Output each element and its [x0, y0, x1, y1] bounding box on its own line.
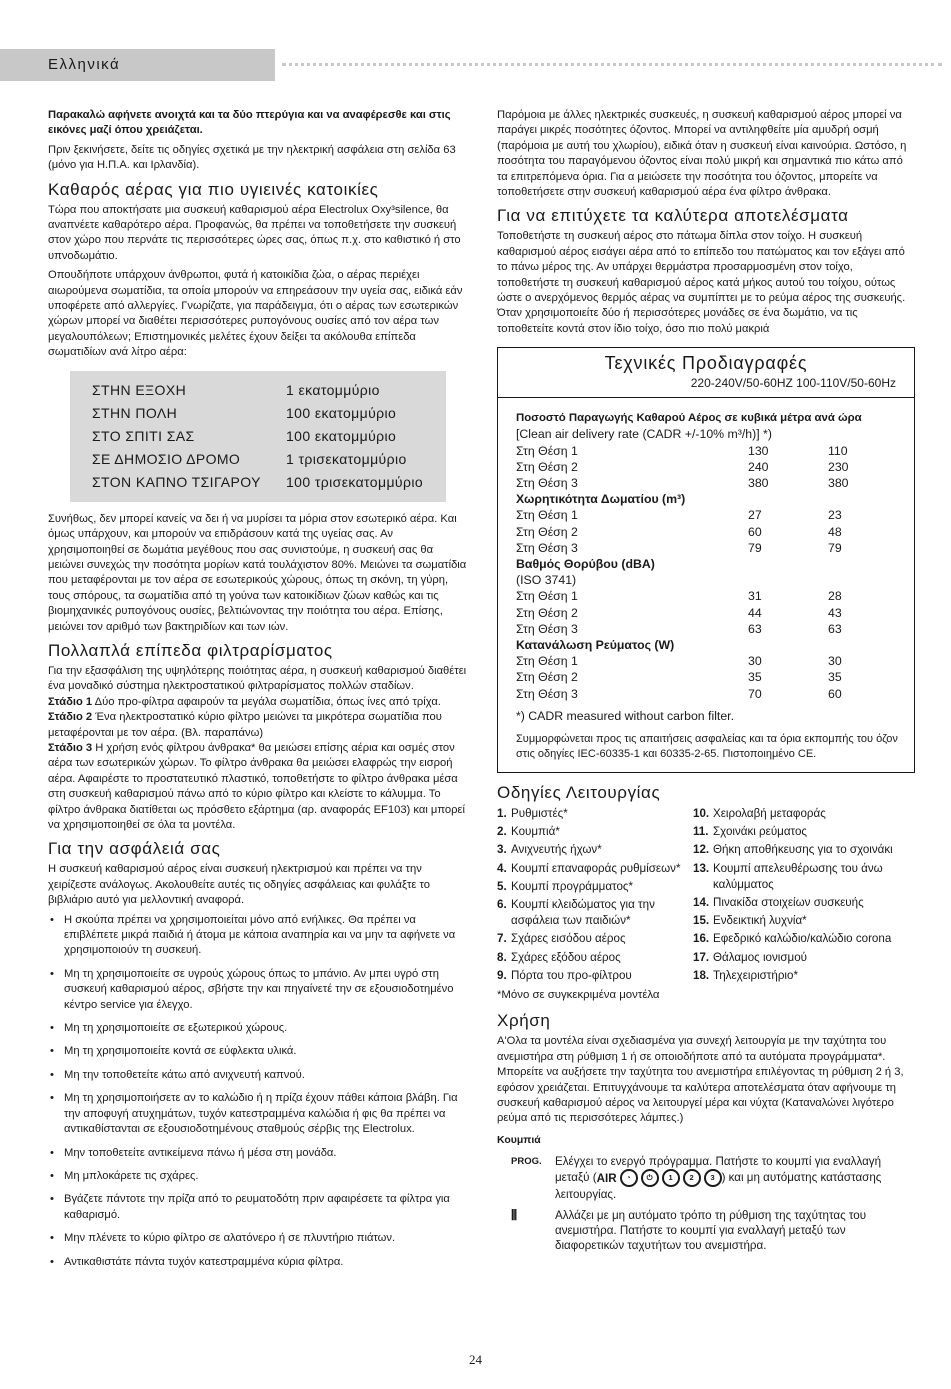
prog-text-end: ) και μη αυτόματης κατάστασης λειτουργίας. [555, 1171, 882, 1202]
part-number: 15. [693, 914, 710, 928]
spec-header [498, 348, 914, 397]
spec-row [516, 605, 900, 621]
safety-list [48, 913, 468, 1270]
part-item [497, 842, 693, 858]
safety-item: • Μη την τοποθετείτε κάτω από ανιχνευτή καπνού. [48, 1068, 468, 1083]
part-number: 18. [693, 968, 710, 982]
spec-value-110: 35 [828, 670, 842, 685]
spec-value-220: 240 [748, 459, 769, 474]
part-number: 9. [497, 968, 507, 982]
spec-value-110: 30 [828, 654, 842, 669]
air-auto-label: AIR [596, 1171, 617, 1185]
part-number: 13. [693, 861, 710, 875]
stage-1-label: Στάδιο 1 [48, 695, 93, 708]
level-amount: 100 εκατομμύριο [286, 404, 397, 421]
heading-use: Χρήση [497, 1011, 551, 1031]
spec-value-220: 79 [748, 540, 762, 555]
spec-voltage: 220-240V/50-60HZ 100-110V/50-60Hz [690, 375, 896, 390]
intro-text: Πριν ξεκινήσετε, δείτε τις οδηγίες σχετικά με την ηλεκτρική ασφάλεια στη σελίδα 63 (μόνο για Η.Π.Α. και Ιρλανδία). [48, 143, 456, 172]
spec-row [516, 524, 900, 540]
level-amount: 1 τρισεκατομμύριο [286, 450, 407, 467]
spec-value-220: 70 [748, 686, 762, 701]
spec-value-110: 43 [828, 605, 842, 620]
parts-list [497, 806, 915, 986]
spec-row-label: Στη Θέση 1 [516, 654, 578, 669]
safety-item: • Μη τη χρησιμοποιείτε σε υγρούς χώρους όπως το μπάνιο. Αν μπει υγρό στη συσκευή καθαρισμού αέρος, σβήστε την και πηγαίνετέ την σε εξουσιοδοτημένο κέντρο service για έλεγχο. [48, 967, 468, 1013]
part-item [693, 842, 915, 858]
fan-speed-2-icon: 2 [683, 1169, 701, 1187]
spec-row-label: Στη Θέση 1 [516, 508, 578, 523]
spec-row-label: Στη Θέση 1 [516, 589, 578, 604]
spec-row [516, 588, 900, 604]
heading-best-results: Για να επιτύχετε τα καλύτερα αποτελέσματα [497, 206, 849, 226]
spec-value-220: 60 [748, 524, 762, 539]
part-name: Χειρολαβή μεταφοράς [713, 806, 826, 820]
level-place: ΣΤΟ ΣΠΙΤΙ ΣΑΣ [92, 427, 195, 444]
intro-note: Παρακαλώ αφήνετε ανοιχτά και τα δύο πτερύγια και να αναφέρεσθε και στις εικόνες μαζί όπου χρειάζεται. [48, 109, 451, 137]
particle-level-row [92, 471, 436, 494]
compliance-note: Συμμορφώνεται προς τις απαιτήσεις ασφαλείας και τα όρια εκπομπής του όζον στις οδηγίες IEC-60335-1 και 60335-2-65. Πιστοποιημένο CE. [516, 732, 898, 760]
spec-title: Τεχνικές Προδιαγραφές [604, 353, 808, 374]
cadr-heading: Ποσοστό Παραγωγής Καθαρού Αέρος σε κυβικά μέτρα ανά ώρα [516, 412, 862, 425]
part-name: Κουμπιά* [511, 825, 560, 839]
level-place: ΣΤΗΝ ΠΟΛΗ [92, 404, 178, 421]
spec-value-220: 130 [748, 443, 769, 458]
clean-air-paragraph-3: Συνήθως, δεν μπορεί κανείς να δει ή να μυρίσει τα μόρια στον εσωτερικό αέρα. Και όμως υπάρχουν, και μπορούν να επιδράσουν κατά της υγείας σας. Αν χρησιμοποιηθεί σε δωμάτια μεγέθους που σας συνιστούμε, η συσκευή σας θα μειώνει συνεχώς την ποσότητα μορίων κατά τουλάχιστον 80%. Μειώνει τα σωματίδια που μεταφέρονται με τον αέρα σε εσωτερικούς χώρους, όπως τη σκόνη, τη γύρη, τους σπόρους, τα σωματίδια από τη γούνα των κατοικίδιων ζώων καθώς και τις βιομηχανικές ρυπογόνους ουσίες, βελτιώνοντας την ποιότητα του αέρα. Επίσης, μειώνει τον αριθμό των βακτηριδίων και των ιών. [48, 512, 467, 633]
fan-speed-3-icon: 3 [704, 1169, 722, 1187]
language-label: Ελληνικά [48, 56, 121, 73]
part-item [497, 861, 693, 877]
spec-value-110: 60 [828, 686, 842, 701]
part-item [693, 931, 915, 947]
part-number: 6. [497, 897, 507, 911]
safety-item: • Μη τη χρησιμοποιείτε σε εξωτερικού χώρους. [48, 1021, 468, 1036]
stage-2-text: Ένα ηλεκτροστατικό κύριο φίλτρο μειώνει τα μικρότερα σωματίδια που μεταφέρονται με τον αέρα. (Βλ. παραπάνω) [48, 711, 442, 739]
odor-paragraph: Παρόμοια με άλλες ηλεκτρικές συσκευές, η συσκευή καθαρισμού αέρος μπορεί να παράγει μικρές ποσότητες όζοντος. Μπορεί να αντιληφθείτε μία αμυδρή οσμή (παρόμοια με αυτή του χλωρίου), ειδικά όταν η συσκευή είναι καινούρια. Ωστόσο, η ποσότητα του παραγόμενου όζοντος είναι πολύ μικρή και σημαντικά πιο κάτω από τα επιτρεπόμενα όρια. Για α μειώσετε την ποσότητα του όζοντος, μπορείτε να τοποθετήσετε στην συσκευή καθαρισμού αέρα ένα φίλτρο άνθρακα. [497, 109, 907, 199]
power-mode-icon: ⏻ [641, 1169, 659, 1187]
spec-value-110: 380 [828, 475, 849, 490]
particle-level-row [92, 425, 436, 448]
part-number: 7. [497, 932, 507, 946]
fan-button-row [497, 1208, 915, 1253]
fan-description: Αλλάζει με μη αυτόματο τρόπο τη ρύθμιση της ταχύτητας του ανεμιστήρα. Πατήστε το κουμπί για εναλλαγή μεταξύ των διαφορετικών ταχυτήτων του ανεμιστήρα. [555, 1209, 867, 1253]
power-heading: Κατανάλωση Ρεύματος (W) [516, 637, 675, 652]
prog-button-row [497, 1154, 915, 1202]
part-number: 12. [693, 843, 710, 857]
spec-row [516, 443, 900, 459]
stage-1-text: Δύο προ-φίλτρα αφαιρούν τα μεγάλα σωματίδια, όπως ίνες από τρίχα. [92, 695, 441, 708]
part-name: Ενδεικτική λυχνία* [713, 914, 807, 928]
part-item [693, 824, 915, 840]
auto-mode-icon: ◔ [620, 1169, 638, 1187]
part-name: Κουμπί προγράμματος* [511, 879, 634, 893]
spec-row [516, 475, 900, 491]
spec-row-label: Στη Θέση 1 [516, 443, 578, 458]
use-paragraph: Α'Ολα τα μοντέλα είναι σχεδιασμένα για συνεχή λειτουργία με την ταχύτητα του ανεμιστήρα στη ρύθμιση 1 ή σε οποιοδήποτε από τα αυτόματα προγράμματα*. Μπορείτε να αυξήσετε την ταχύτητα του ανεμιστήρα επιλέγοντας τη ρύθμιση 2 ή 3, εφόσον χρειάζεται. Επιτυγχάνουμε τα καλύτερα αποτελέσματα όταν αφήνουμε τη συσκευή καθαρισμού αέρος να λειτουργεί μέρα και νύχτα (Καταναλώνει λιγότερο ρεύμα από τις περισσότερες λάμπες.) [497, 1035, 904, 1125]
stage-2-label: Στάδιο 2 [48, 711, 93, 724]
part-name: Θάλαμος ιονισμού [713, 950, 808, 964]
filtration-paragraph: Για την εξασφάλιση της υψηλότερης ποιότητας αέρα, η συσκευή καθαρισμού διαθέτει ένα μοναδικό σύστημα ηλεκτροστατικού φιλτραρίσματος πολλών σταδίων. [48, 664, 467, 693]
stage-3 [48, 741, 468, 833]
part-number: 2. [497, 825, 507, 839]
part-name: Θήκη αποθήκευσης για το σχοινάκι [713, 843, 893, 857]
particle-level-row [92, 379, 436, 402]
models-note: *Μόνο σε συγκεκριμένα μοντέλα [497, 988, 660, 1001]
spec-row-label: Στη Θέση 2 [516, 524, 578, 539]
buttons-heading: Κουμπιά [497, 1133, 541, 1146]
spec-value-220: 380 [748, 475, 769, 490]
spec-value-220: 63 [748, 621, 762, 636]
spec-row [516, 653, 900, 669]
spec-value-220: 44 [748, 605, 762, 620]
right-column [497, 108, 915, 1253]
part-number: 14. [693, 895, 710, 909]
language-tab [0, 49, 275, 81]
spec-row [516, 540, 900, 556]
spec-value-110: 230 [828, 459, 849, 474]
part-name: Σχάρες εισόδου αέρος [511, 932, 626, 946]
heading-operating: Οδηγίες Λειτουργίας [497, 782, 661, 802]
cadr-note: *) CADR measured without carbon filter. [516, 708, 735, 723]
safety-item: • Μην πλένετε το κύριο φίλτρο σε αλατόνερο ή σε πλυντήριο πιάτων. [48, 1231, 468, 1246]
header-dotted-rule [282, 63, 942, 66]
level-place: ΣΤΟΝ ΚΑΠΝΟ ΤΣΙΓΑΡΟΥ [92, 473, 261, 490]
spec-value-220: 31 [748, 589, 762, 604]
prog-description [555, 1154, 915, 1202]
heading-clean-air: Καθαρός αέρας για πιο υγιεινές κατοικίες [48, 179, 379, 199]
particle-level-row [92, 448, 436, 471]
particle-level-row [92, 402, 436, 425]
part-name: Εφεδρικό καλώδιο/καλώδιο corona [713, 932, 892, 946]
spec-row-label: Στη Θέση 2 [516, 459, 578, 474]
part-item [693, 968, 915, 984]
level-amount: 1 εκατομμύριο [286, 381, 380, 398]
fan-speed-1-icon: 1 [662, 1169, 680, 1187]
spec-row-label: Στη Θέση 3 [516, 686, 578, 701]
spec-row [516, 686, 900, 702]
spec-row-label: Στη Θέση 2 [516, 605, 578, 620]
mode-icons [597, 1169, 722, 1187]
part-item [497, 879, 693, 895]
clean-air-paragraph-1: Τώρα που αποκτήσατε μια συσκευή καθαρισμού αέρα Electrolux Oxy³silence, θα αναπνέετε καθαρότερο αέρα. Προφανώς, θα πρέπει να τοποθετήσετε την συσκευή στον χώρο που περνάτε τις περισσότερες ώρες σας, όπως π.χ. στο καθιστικό ή στο υπνοδωμάτιο. [48, 203, 461, 262]
stage-1 [48, 695, 468, 710]
spec-row [516, 621, 900, 637]
part-number: 16. [693, 932, 710, 946]
part-item [693, 861, 915, 893]
part-number: 17. [693, 950, 710, 964]
part-item [497, 824, 693, 840]
stage-3-label: Στάδιο 3 [48, 741, 93, 754]
heading-filtration: Πολλαπλά επίπεδα φιλτραρίσματος [48, 640, 333, 660]
stage-2 [48, 710, 468, 741]
spec-row-label: Στη Θέση 2 [516, 670, 578, 685]
left-column [48, 108, 468, 1278]
part-item [497, 897, 693, 929]
stage-3-text: Η χρήση ενός φίλτρου άνθρακα* θα μειώσει επίσης αέρια και οσμές στον αέρα των εσωτερικών χώρων. Το φίλτρο άνθρακα θα μειώσει ελαφρώς την εισροή αέρα. Αφαιρέστε το προστατευτικό πλαστικό, τοποθετήστε το φίλτρο άνθρακα μέσα στη συσκευή καθαρισμού πάνω από το κύριο φίλτρο και κλείστε το κάλυμμα. Το φίλτρο άνθρακα διατίθεται ως πρόσθετο εξάρτημα (αρ. αναφοράς EF103) και μπορεί να χρησιμοποιηθεί σε όλα τα μοντέλα. [48, 741, 465, 831]
noise-heading: Βαθμός Θορύβου (dBA) [516, 556, 655, 571]
particle-levels-box [70, 371, 446, 502]
safety-item: • Μην τοποθετείτε αντικείμενα πάνω ή μέσα στη μονάδα. [48, 1146, 468, 1161]
part-number: 10. [693, 806, 710, 820]
parts-column-1 [497, 806, 693, 986]
safety-paragraph: Η συσκευή καθαρισμού αέρος είναι συσκευή ηλεκτρισμού και πρέπει να την χειρίζεστε ανάλογως. Ακολουθείτε αυτές τις οδηγίες ασφάλειας και φυλάξτε το βιβλιάριο αυτό για μελλοντική αναφορά. [48, 863, 430, 907]
level-place: ΣΤΗΝ ΕΞΟΧΗ [92, 381, 187, 398]
level-amount: 100 τρισεκατομμύριο [286, 473, 424, 490]
clean-air-paragraph-2: Οπουδήποτε υπάρχουν άνθρωποι, φυτά ή κατοικίδια ζώα, ο αέρας περιέχει αιωρούμενα σωματίδια, τα οποία μπορούν να επηρεάσουν την υγεία σας, ειδικά εάν υποφέρετε από αλλεργίες. Γνωρίζατε, για παράδειγμα, ότι ο αέρας των εσωτερικών χώρων μπορεί να διαθέτει περισσότερες ρυπογόνους ουσίες από τον αέρα των μεγαλουπόλεων; Επιστημονικές μελέτες έχουν δείξει τα ακόλουθα επίπεδα σωματιδίων ανά λίτρο αέρα: [48, 269, 463, 359]
part-name: Κουμπί επαναφοράς ρυθμίσεων* [511, 861, 681, 875]
part-name: Ανιχνευτής ήχων* [511, 843, 602, 857]
part-number: 1. [497, 806, 507, 820]
part-item [693, 895, 915, 911]
spec-row [516, 507, 900, 523]
part-item [693, 950, 915, 966]
part-name: Ρυθμιστές* [511, 806, 568, 820]
fan-button-icon: ⦀ [511, 1207, 518, 1224]
heading-safety: Για την ασφάλειά σας [48, 839, 221, 859]
safety-item: • Η σκούπα πρέπει να χρησιμοποιείται μόνο από ενήλικες. Θα πρέπει να επιβλέπετε μικρά παιδιά ή άτομα με κάποια αναπηρία και να μην τα αφήνετε να χρησιμοποιούν τη συσκευή. [48, 913, 468, 959]
part-name: Πόρτα του προ-φίλτρου [511, 968, 632, 982]
spec-row-label: Στη Θέση 3 [516, 475, 578, 490]
part-item [693, 806, 915, 822]
part-name: Κουμπί απελευθέρωσης του άνω καλύμματος [713, 861, 883, 891]
prog-button-icon: PROG. [511, 1156, 542, 1168]
part-item [497, 968, 693, 984]
spec-value-220: 27 [748, 508, 762, 523]
safety-item: • Μη τη χρησιμοποιείτε κοντά σε εύφλεκτα υλικά. [48, 1044, 468, 1059]
cadr-subheading: [Clean air delivery rate (CADR +/-10% m³/h)] *) [516, 427, 772, 442]
part-name: Πινακίδα στοιχείων συσκευής [713, 895, 864, 909]
spec-value-110: 48 [828, 524, 842, 539]
room-heading: Χωρητικότητα Δωματίου (m³) [516, 492, 686, 507]
safety-item: • Βγάζετε πάντοτε την πρίζα από το ρευματοδότη πριν αφαιρέσετε τα φίλτρα για καθαρισμό. [48, 1192, 468, 1223]
part-item [497, 806, 693, 822]
part-name: Σχοινάκι ρεύματος [713, 825, 807, 839]
level-amount: 100 εκατομμύριο [286, 427, 397, 444]
part-number: 8. [497, 950, 507, 964]
safety-item: • Μη τη χρησιμοποιήσετε αν το καλώδιο ή η πρίζα έχουν πάθει κάποια βλάβη. Για την αποφυγή ατυχημάτων, τυχόν κατεστραμμένα καλώδια ή φις θα πρέπει να αντικαθίστανται σε εξουσιοδοτημένους σταθμούς σέρβις της Electrolux. [48, 1091, 468, 1137]
part-item [497, 931, 693, 947]
best-results-paragraph: Τοποθετήστε τη συσκευή αέρος στο πάτωμα δίπλα στον τοίχο. Η συσκευή καθαρισμού αέρος εισάγει αέρα από το επίπεδο του πατώματος και τον εξάγει από το πάνω μέρος της. Αν υπάρχει θερμάστρα προσαρμοσμένη στον τοίχο, τοποθετήστε τη συσκευή καθαρισμού αέρος κατά μήκος αυτού του τοίχου, ούτως ώστε ο ανερχόμενος θερμός αέρας να συμπίπτει με το ρεύμα αέρος της συσκευής. Όταν χρησιμοποιείτε δύο ή περισσότερες μονάδες σε ένα δωμάτιο, να τις τοποθετείτε κοντά στον ίδιο τοίχο, όσο πιο πολύ μακριά [497, 230, 906, 335]
spec-value-220: 35 [748, 670, 762, 685]
part-name: Τηλεχειριστήριο* [713, 968, 798, 982]
spec-value-110: 23 [828, 508, 842, 523]
level-place: ΣΕ ΔΗΜΟΣΙΟ ΔΡΟΜΟ [92, 450, 241, 467]
parts-column-2 [693, 806, 915, 986]
spec-value-110: 28 [828, 589, 842, 604]
safety-item: • Μη μπλοκάρετε τις σχάρες. [48, 1169, 468, 1184]
part-item [693, 913, 915, 929]
noise-subheading: (ISO 3741) [516, 573, 577, 588]
page-number: 24 [469, 1352, 482, 1367]
spec-table [498, 398, 914, 772]
part-number: 4. [497, 861, 507, 875]
part-item [497, 950, 693, 966]
spec-row-label: Στη Θέση 3 [516, 540, 578, 555]
spec-value-110: 110 [828, 443, 848, 458]
spec-box [497, 347, 915, 773]
spec-row [516, 669, 900, 685]
spec-value-220: 30 [748, 654, 762, 669]
part-number: 3. [497, 843, 507, 857]
spec-row [516, 459, 900, 475]
part-name: Σχάρες εξόδου αέρος [511, 950, 621, 964]
part-number: 5. [497, 879, 507, 893]
prog-text-start: Ελέγχει το ενεργό πρόγραμμα. Πατήστε το κουμπί για εναλλαγή μεταξύ ( [555, 1155, 882, 1185]
spec-value-110: 63 [828, 621, 842, 636]
part-name: Κουμπί κλειδώματος για την ασφάλεια των παιδιών* [511, 897, 655, 928]
safety-item: • Αντικαθιστάτε πάντα τυχόν κατεστραμμένα κύρια φίλτρα. [48, 1255, 468, 1270]
spec-value-110: 79 [828, 540, 842, 555]
part-number: 11. [693, 825, 709, 839]
spec-row-label: Στη Θέση 3 [516, 621, 578, 636]
